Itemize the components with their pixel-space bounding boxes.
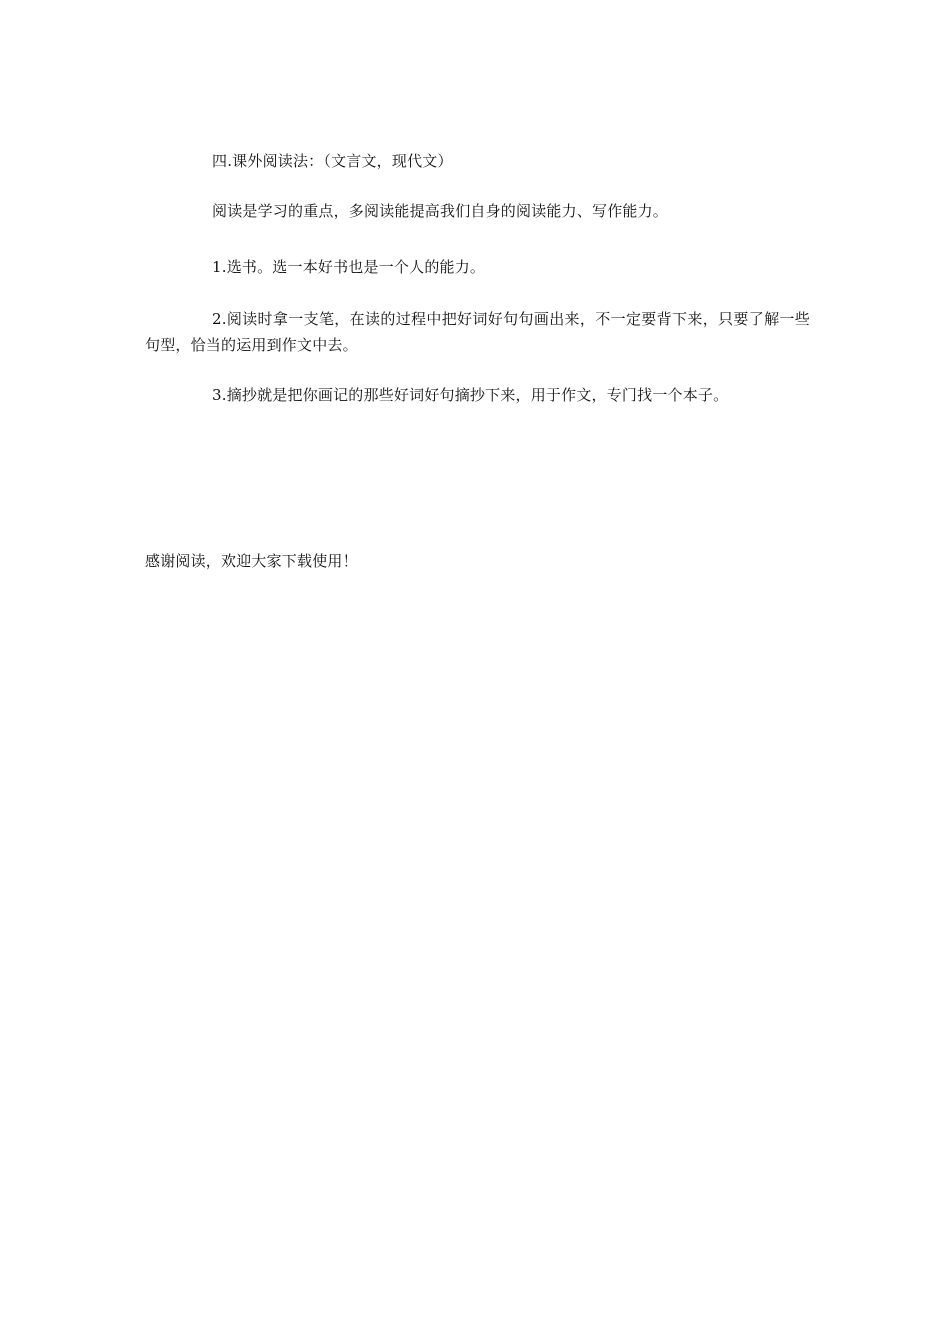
section-heading: 四.课外阅读法：（文言文，现代文） <box>212 152 453 170</box>
intro-paragraph: 阅读是学习的重点，多阅读能提高我们自身的阅读能力、写作能力。 <box>212 202 669 220</box>
list-item-2: 2.阅读时拿一支笔，在读的过程中把好词好句句画出来，不一定要背下来，只要了解一些句型，恰当的运用到作文中去。 <box>145 310 810 354</box>
closing-note: 感谢阅读，欢迎大家下载使用！ <box>145 552 358 570</box>
list-item-3: 3.摘抄就是把你画记的那些好词好句摘抄下来，用于作文，专门找一个本子。 <box>212 386 729 404</box>
list-item-1: 1.选书。选一本好书也是一个人的能力。 <box>212 258 486 276</box>
document-body <box>145 148 810 432</box>
